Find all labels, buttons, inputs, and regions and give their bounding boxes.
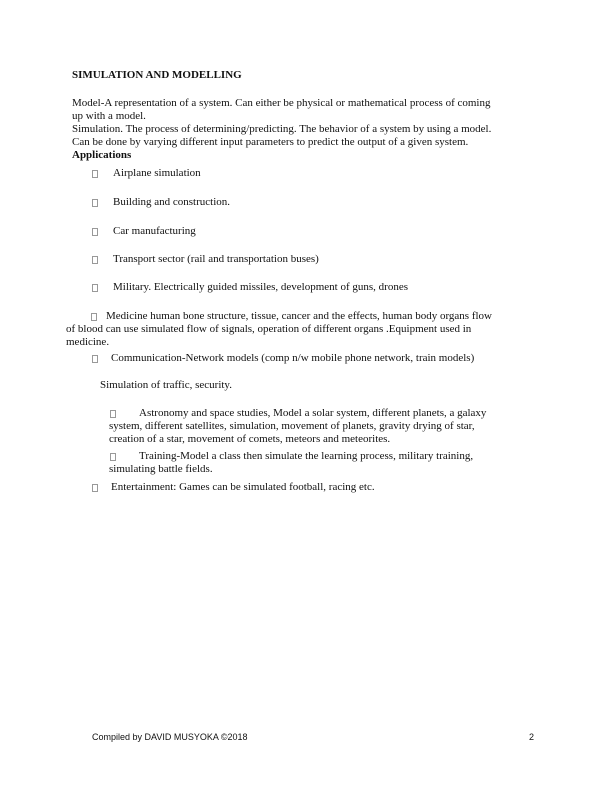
list-item: Entertainment: Games can be simulated football, racing etc. bbox=[111, 481, 375, 493]
bullet-icon bbox=[92, 228, 98, 236]
bullet-icon bbox=[92, 484, 98, 492]
list-item: Astronomy and space studies, Model a solar system, different planets, a galaxy bbox=[139, 407, 487, 419]
bullet-icon bbox=[91, 313, 97, 321]
list-item-continued: simulating battle fields. bbox=[109, 463, 213, 475]
list-item-continued: of blood can use simulated flow of signals, operation of different organs .Equipment used in bbox=[66, 323, 472, 335]
list-item: Car manufacturing bbox=[113, 225, 196, 237]
paragraph: Simulation of traffic, security. bbox=[100, 379, 232, 391]
bullet-icon bbox=[110, 453, 116, 461]
list-item-continued: creation of a star, movement of comets, meteors and meteorites. bbox=[109, 433, 391, 445]
bullet-icon bbox=[92, 170, 98, 178]
page-number: 2 bbox=[529, 732, 535, 742]
bullet-icon bbox=[92, 284, 98, 292]
list-item: Airplane simulation bbox=[113, 167, 201, 179]
intro-line: Simulation. The process of determining/predicting. The behavior of a system by using a model. bbox=[72, 123, 492, 135]
applications-heading: Applications bbox=[72, 149, 132, 161]
page-title: SIMULATION AND MODELLING bbox=[72, 69, 242, 81]
bullet-icon bbox=[92, 256, 98, 264]
list-item-continued: medicine. bbox=[66, 336, 110, 348]
bullet-icon bbox=[110, 410, 116, 418]
list-item: Training-Model a class then simulate the learning process, military training, bbox=[139, 450, 474, 462]
intro-line: Can be done by varying different input parameters to predict the output of a given system. bbox=[72, 136, 469, 148]
bullet-icon bbox=[92, 355, 98, 363]
list-item-continued: system, different satellites, simulation, movement of planets, gravity drying of star, bbox=[109, 420, 475, 432]
footer-credit: Compiled by DAVID MUSYOKA ©2018 bbox=[92, 732, 248, 742]
list-item: Medicine human bone structure, tissue, cancer and the effects, human body organs flow bbox=[106, 310, 493, 322]
list-item: Transport sector (rail and transportation buses) bbox=[113, 253, 319, 265]
intro-line: Model-A representation of a system. Can either be physical or mathematical process of coming bbox=[72, 97, 491, 109]
list-item: Communication-Network models (comp n/w mobile phone network, train models) bbox=[111, 352, 475, 364]
list-item: Building and construction. bbox=[113, 196, 231, 208]
intro-line: up with a model. bbox=[72, 110, 146, 122]
bullet-icon bbox=[92, 199, 98, 207]
list-item: Military. Electrically guided missiles, development of guns, drones bbox=[113, 281, 409, 293]
